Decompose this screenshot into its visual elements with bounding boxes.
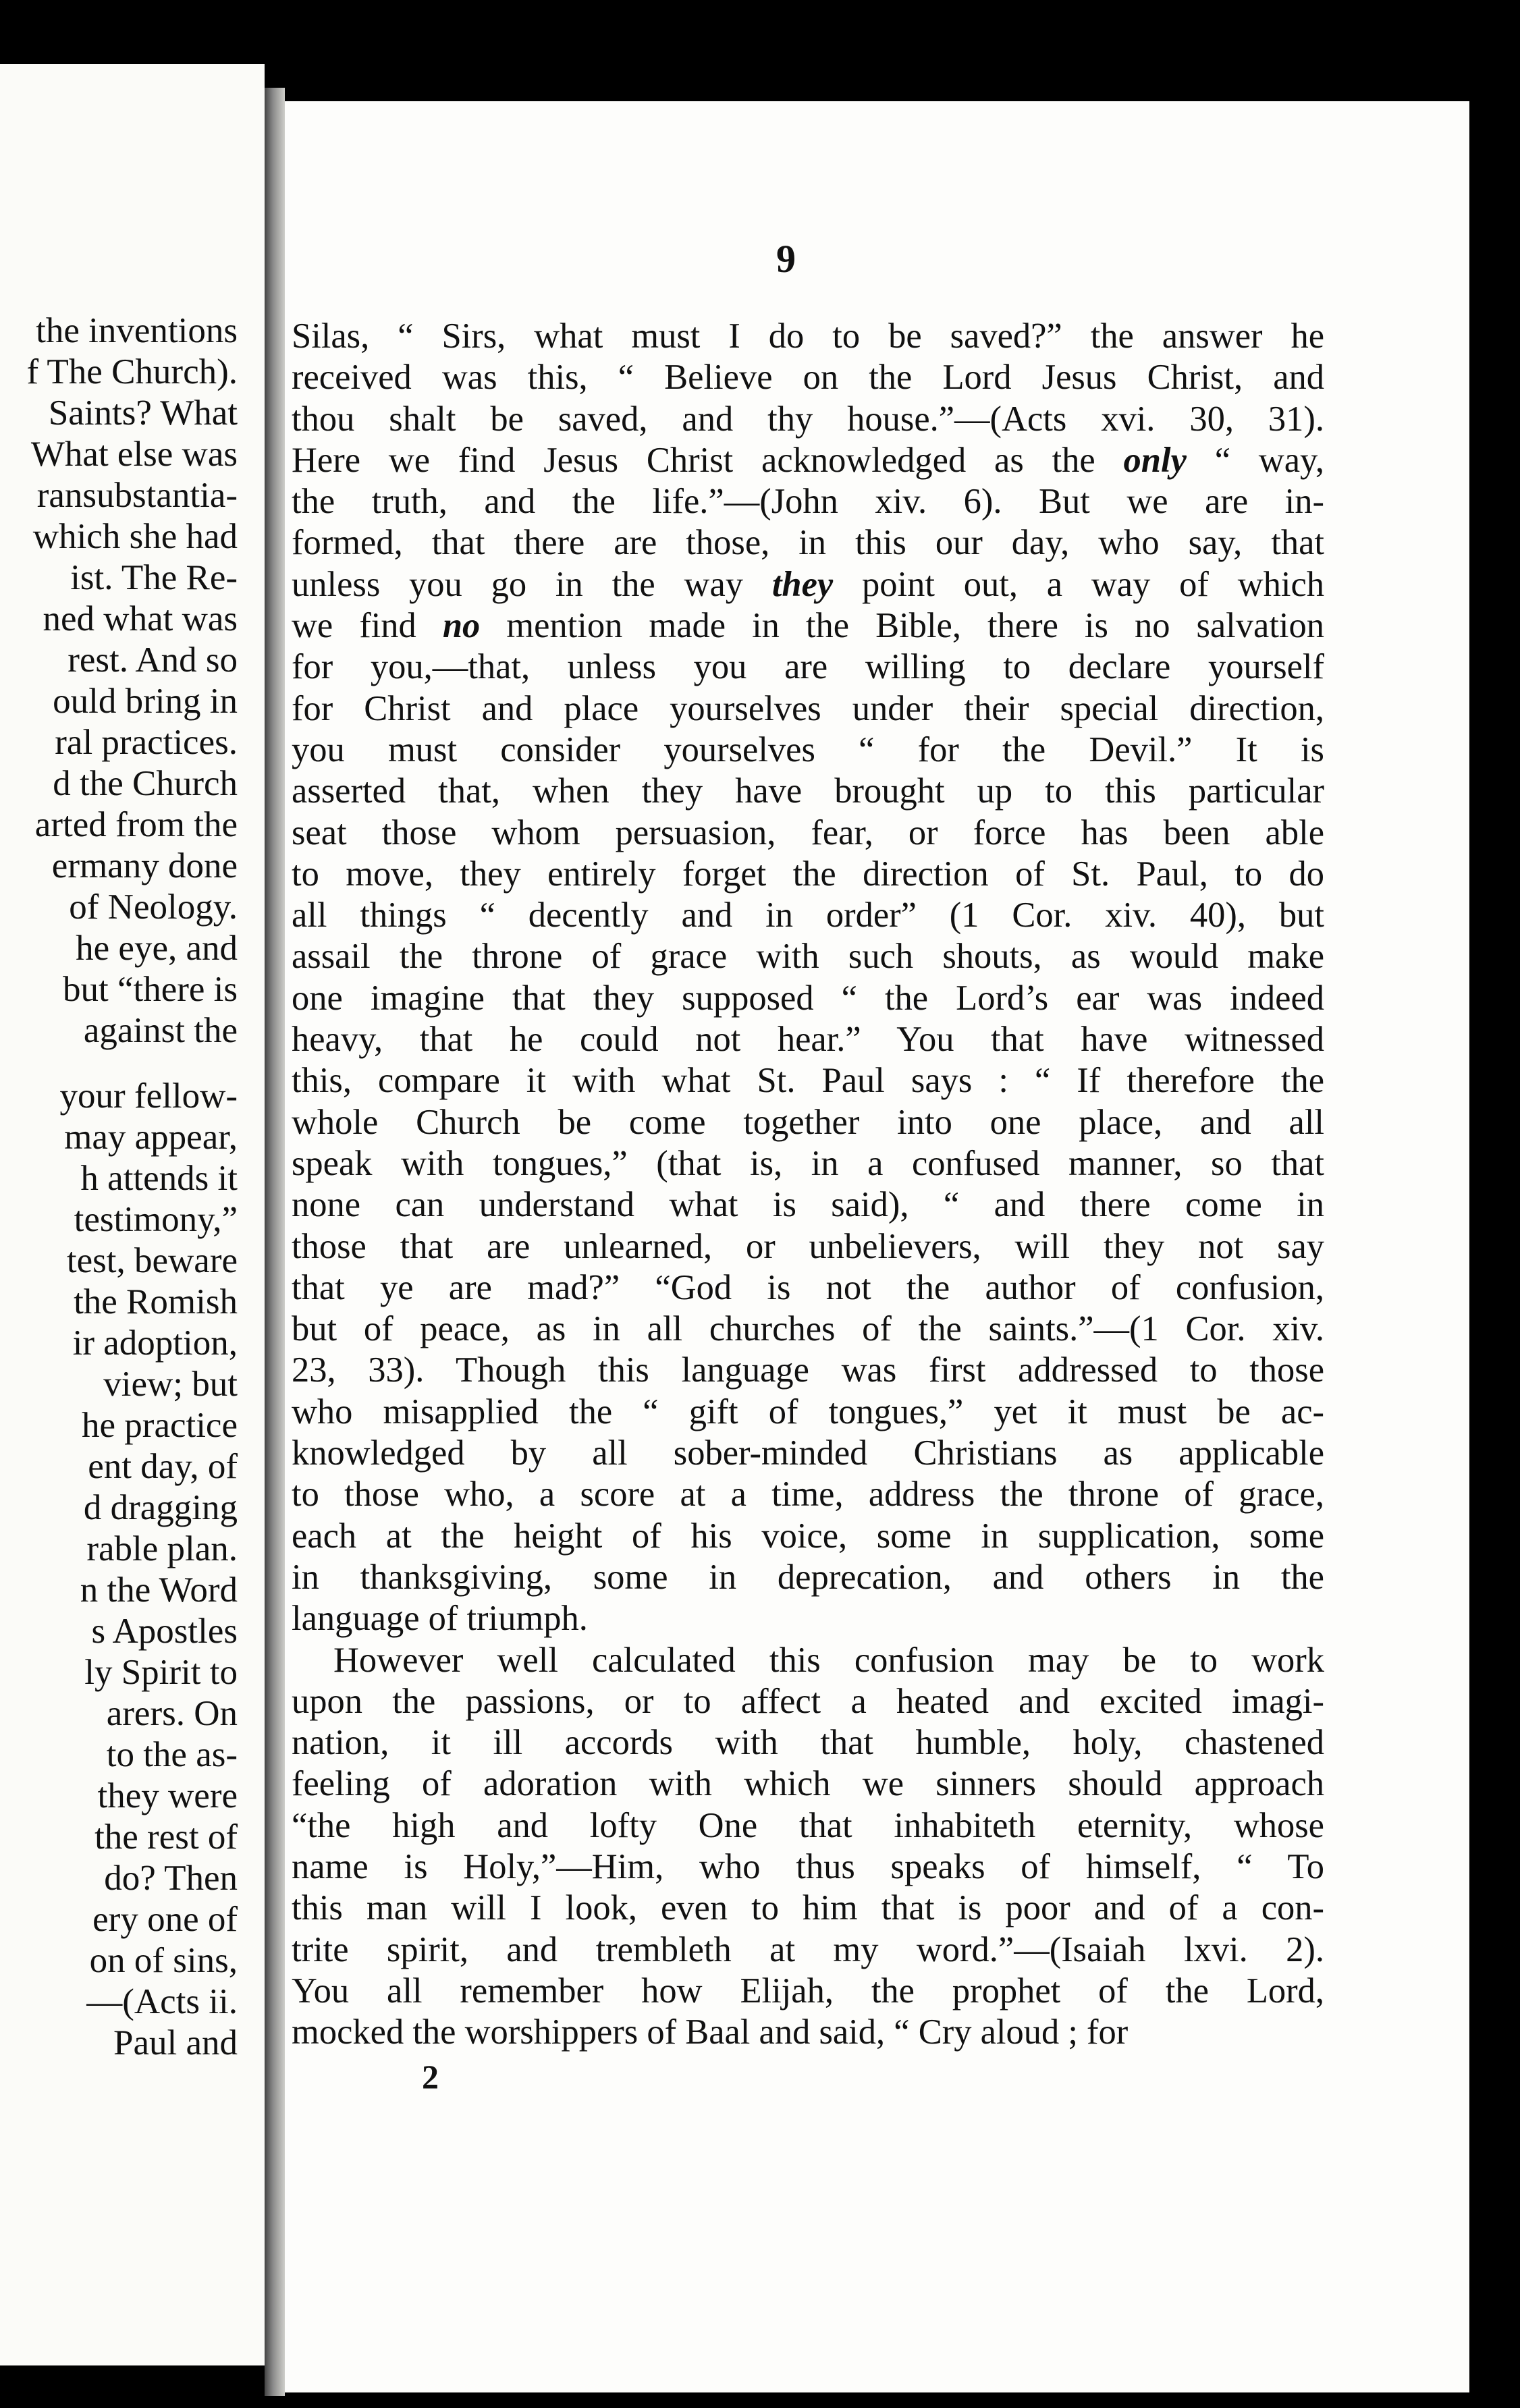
previous-page-line: he eye, and [76, 929, 238, 968]
previous-page-line: the Romish [74, 1282, 238, 1321]
previous-page-line: ransubstantia- [36, 476, 238, 515]
previous-page-line: ould bring in [53, 682, 238, 721]
book-gutter [265, 88, 285, 2396]
previous-page-line: —(Acts ii. [86, 1982, 238, 2021]
previous-page-line: ral practices. [55, 723, 238, 762]
previous-page-line: against the [83, 1011, 238, 1050]
signature-mark: 2 [422, 2058, 439, 2096]
body-text-line: whole Church be come together into one place, and all [292, 1102, 1324, 1142]
previous-page-line: ery one of [92, 1900, 238, 1939]
body-text-line: knowledged by all sober-minded Christians as applicable [292, 1433, 1324, 1473]
previous-page-line: he practice [82, 1406, 238, 1445]
emphasized-word: only [1123, 440, 1187, 480]
body-text-line: to those who, a score at a time, address the throne of grace, [292, 1475, 1324, 1514]
body-text-line: asserted that, when they have brought up to this particular [292, 771, 1324, 811]
page-number: 9 [776, 237, 796, 281]
body-text-line: upon the passions, or to affect a heated and excited imagi- [292, 1681, 1324, 1721]
body-text-line: heavy, that he could not hear.” You that have witnessed [292, 1020, 1324, 1060]
body-text-line: 23, 33). Though this language was first addressed to those [292, 1350, 1324, 1390]
previous-page-line: s Apostles [91, 1612, 238, 1651]
body-text-line: that ye are mad?” “God is not the author of confusion, [292, 1267, 1324, 1307]
previous-page [0, 64, 265, 2365]
previous-page-line: on of sins, [89, 1941, 238, 1980]
previous-page-line: f The Church). [26, 352, 238, 391]
body-text-line: one imagine that they supposed “ the Lord’s ear was indeed [292, 978, 1324, 1018]
previous-page-line: ned what was [43, 599, 238, 638]
body-text-line: this man will I look, even to him that is poor and of a con- [292, 1888, 1324, 1928]
body-text-line: “the high and lofty One that inhabiteth eternity, whose [292, 1805, 1324, 1845]
previous-page-line: the rest of [94, 1817, 238, 1857]
previous-page-line: but “there is [62, 970, 238, 1009]
body-text-line: thou shalt be saved, and thy house.”—(Acts xvi. 30, 31). [292, 399, 1324, 439]
body-text-line: in thanksgiving, some in deprecation, and others in the [292, 1557, 1324, 1597]
previous-page-line: d dragging [83, 1488, 238, 1527]
body-text-line: none can understand what is said), “ and there come in [292, 1185, 1324, 1225]
previous-page-line: h attends it [80, 1159, 238, 1198]
body-text-line: all things “ decently and in order” (1 Cor. xiv. 40), but [292, 896, 1324, 935]
body-text-line: seat those whom persuasion, fear, or force has been able [292, 813, 1324, 852]
previous-page-line: testimony,” [74, 1200, 238, 1239]
previous-page-line: ent day, of [88, 1447, 238, 1486]
previous-page-line: the inventions [36, 311, 238, 350]
body-text-line: language of triumph. [292, 1599, 588, 1639]
paragraph-first-line: However well calculated this confusion may be to work [333, 1640, 1324, 1680]
body-text-line: unless you go in the way they point out, a way of which [292, 564, 1324, 604]
previous-page-line: rable plan. [86, 1529, 238, 1568]
previous-page-line: test, beware [66, 1241, 238, 1280]
body-text-line: trite spirit, and trembleth at my word.”—(Isaiah lxvi. 2). [292, 1930, 1324, 1969]
previous-page-line [26, 1051, 238, 1076]
body-text-line: Here we find Jesus Christ acknowledged as the only “ way, [292, 440, 1324, 480]
body-text-line: you must consider yourselves “ for the Devil.” It is [292, 730, 1324, 769]
body-text-line: You all remember how Elijah, the prophet of the Lord, [292, 1971, 1324, 2010]
body-text-line: formed, that there are those, in this our day, who say, that [292, 523, 1324, 563]
body-text-line: who misapplied the “ gift of tongues,” yet it must be ac- [292, 1392, 1324, 1431]
previous-page-text [26, 310, 238, 2064]
body-text-line: feeling of adoration with which we sinners should approach [292, 1764, 1324, 1804]
body-text-line: mocked the worshippers of Baal and said, “ Cry aloud ; for [292, 2013, 1129, 2052]
previous-page-line: rest. And so [67, 640, 238, 680]
body-text-line: received was this, “ Believe on the Lord Jesus Christ, and [292, 358, 1324, 398]
body-text-line: assail the throne of grace with such shouts, as would make [292, 937, 1324, 977]
previous-page-line: d the Church [53, 764, 238, 803]
previous-page-line: Saints? What [48, 393, 238, 433]
previous-page-line: to the as- [106, 1735, 238, 1774]
page-edge-shadow [1469, 101, 1520, 2392]
body-text-line: for Christ and place yourselves under their special direction, [292, 688, 1324, 728]
previous-page-line: which she had [32, 517, 238, 556]
body-text-line: speak with tongues,” (that is, in a confused manner, so that [292, 1143, 1324, 1183]
body-text-line: name is Holy,”—Him, who thus speaks of himself, “ To [292, 1846, 1324, 1886]
body-text-line: to move, they entirely forget the direction of St. Paul, to do [292, 854, 1324, 894]
body-text-line: Silas, “ Sirs, what must I do to be saved?” the answer he [292, 317, 1324, 356]
body-text-line: those that are unlearned, or unbelievers, will they not say [292, 1226, 1324, 1266]
body-text-line: the truth, and the life.”—(John xiv. 6). But we are in- [292, 482, 1324, 522]
body-text-line: each at the height of his voice, some in supplication, some [292, 1516, 1324, 1556]
body-text-line: but of peace, as in all churches of the saints.”—(1 Cor. xiv. [292, 1309, 1324, 1349]
previous-page-line: do? Then [104, 1859, 238, 1898]
previous-page-line: of Neology. [69, 887, 238, 927]
previous-page-line: your fellow- [59, 1076, 238, 1116]
previous-page-line: may appear, [64, 1118, 238, 1157]
previous-page-line: ermany done [51, 846, 238, 885]
previous-page-line: What else was [30, 435, 238, 474]
body-text-line: for you,—that, unless you are willing to declare yourself [292, 647, 1324, 687]
previous-page-line: ist. The Re- [70, 558, 238, 597]
previous-page-line: view; but [103, 1365, 238, 1404]
previous-page-line: arted from the [34, 805, 238, 844]
previous-page-line: ir adoption, [72, 1323, 238, 1363]
previous-page-line: they were [97, 1776, 238, 1815]
body-text-line: we find no mention made in the Bible, there is no salvation [292, 606, 1324, 646]
previous-page-line: n the Word [80, 1570, 238, 1610]
previous-page-line: arers. On [106, 1694, 238, 1733]
body-text-line: this, compare it with what St. Paul says : “ If therefore the [292, 1061, 1324, 1101]
page-body-text [292, 316, 1324, 2053]
previous-page-line: ly Spirit to [84, 1653, 238, 1692]
previous-page-line: Paul and [113, 2023, 238, 2062]
body-text-line: nation, it ill accords with that humble, holy, chastened [292, 1723, 1324, 1763]
emphasized-word: no [442, 606, 481, 646]
emphasized-word: they [771, 564, 834, 604]
